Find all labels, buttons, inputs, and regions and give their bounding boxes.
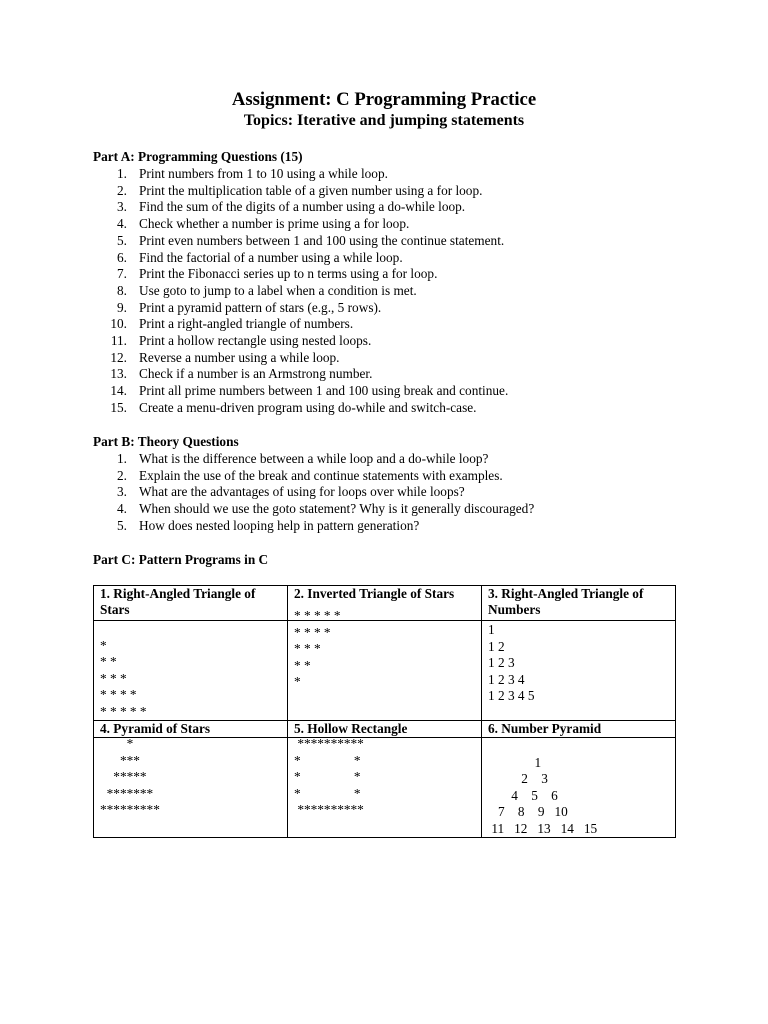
list-item: 2. Explain the use of the break and continue statements with examples. xyxy=(117,467,503,483)
list-item: 9. Print a pyramid pattern of stars (e.g., 5 rows). xyxy=(117,299,382,315)
list-item: 4. When should we use the goto statement? Why is it generally discouraged? xyxy=(117,501,535,517)
list-item: 3. Find the sum of the digits of a number using a do-while loop. xyxy=(117,199,466,215)
pattern-table xyxy=(93,585,676,838)
list-item: 11. Print a hollow rectangle using nested loops. xyxy=(110,333,372,349)
list-item: 2. Print the multiplication table of a given number using a for loop. xyxy=(117,182,483,198)
list-item: 8. Use goto to jump to a label when a condition is met. xyxy=(117,282,417,298)
part-b-heading: Part B: Theory Questions xyxy=(93,434,239,449)
list-item: 4. Check whether a number is prime using a for loop. xyxy=(117,216,410,232)
list-item: 1. Print numbers from 1 to 10 using a while loop. xyxy=(117,166,388,181)
part-b-list xyxy=(93,451,534,535)
list-item: 12. Reverse a number using a while loop. xyxy=(110,349,340,365)
list-item: 15. Create a menu-driven program using do-while and switch-case. xyxy=(110,399,477,415)
list-item: 14. Print all prime numbers between 1 and 100 using break and continue. xyxy=(110,383,509,399)
pattern-cell xyxy=(94,738,288,838)
cell-header: 5. Hollow Rectangle xyxy=(288,721,482,738)
list-item: 13. Check if a number is an Armstrong number. xyxy=(110,366,373,382)
pattern-text: ********** * * * * * * ********** xyxy=(294,736,364,817)
pattern-text: * *** ***** ******* ********* xyxy=(100,736,160,817)
pattern-cell xyxy=(288,738,482,838)
list-item: 5. Print even numbers between 1 and 100 using the continue statement. xyxy=(117,232,505,248)
list-item: 7. Print the Fibonacci series up to n terms using a for loop. xyxy=(117,266,438,282)
table-row xyxy=(94,721,676,738)
pattern-text: 1 1 2 1 2 3 1 2 3 4 1 2 3 4 5 xyxy=(488,622,535,703)
list-item: 3. What are the advantages of using for loops over while loops? xyxy=(117,484,465,500)
cell-header: 3. Right-Angled Triangle of Numbers xyxy=(482,586,676,621)
page-title: Assignment: C Programming Practice xyxy=(231,89,537,110)
pattern-cell xyxy=(482,621,676,721)
list-item: 10. Print a right-angled triangle of numbers. xyxy=(110,316,354,332)
part-a-heading: Part A: Programming Questions (15) xyxy=(93,149,303,164)
pattern-cell xyxy=(94,621,288,721)
table-row xyxy=(94,738,676,838)
cell-header: 2. Inverted Triangle of Stars xyxy=(288,586,482,621)
cell-header: 1. Right-Angled Triangle of Stars xyxy=(94,586,288,621)
list-item: 1. What is the difference between a while loop and a do-while loop? xyxy=(117,451,489,466)
list-item: 6. Find the factorial of a number using a while loop. xyxy=(117,249,403,265)
pattern-text: * * * * * * * * * * * * * * * xyxy=(100,637,147,719)
part-c-heading: Part C: Pattern Programs in C xyxy=(93,552,269,567)
pattern-text: * * * * * * * * * * * * * * * xyxy=(294,608,341,689)
cell-header: 6. Number Pyramid xyxy=(482,721,676,738)
pattern-text: 1 2 3 4 5 6 7 8 9 10 11 12 13 14 15 xyxy=(491,754,598,836)
pattern-cell xyxy=(482,738,676,838)
part-a-list xyxy=(93,166,508,417)
list-item: 5. How does nested looping help in pattern generation? xyxy=(117,517,420,533)
table-row xyxy=(94,621,676,721)
pattern-cell xyxy=(288,608,482,721)
cell-header: 4. Pyramid of Stars xyxy=(94,721,288,738)
page-subtitle: Topics: Iterative and jumping statements xyxy=(243,112,525,129)
